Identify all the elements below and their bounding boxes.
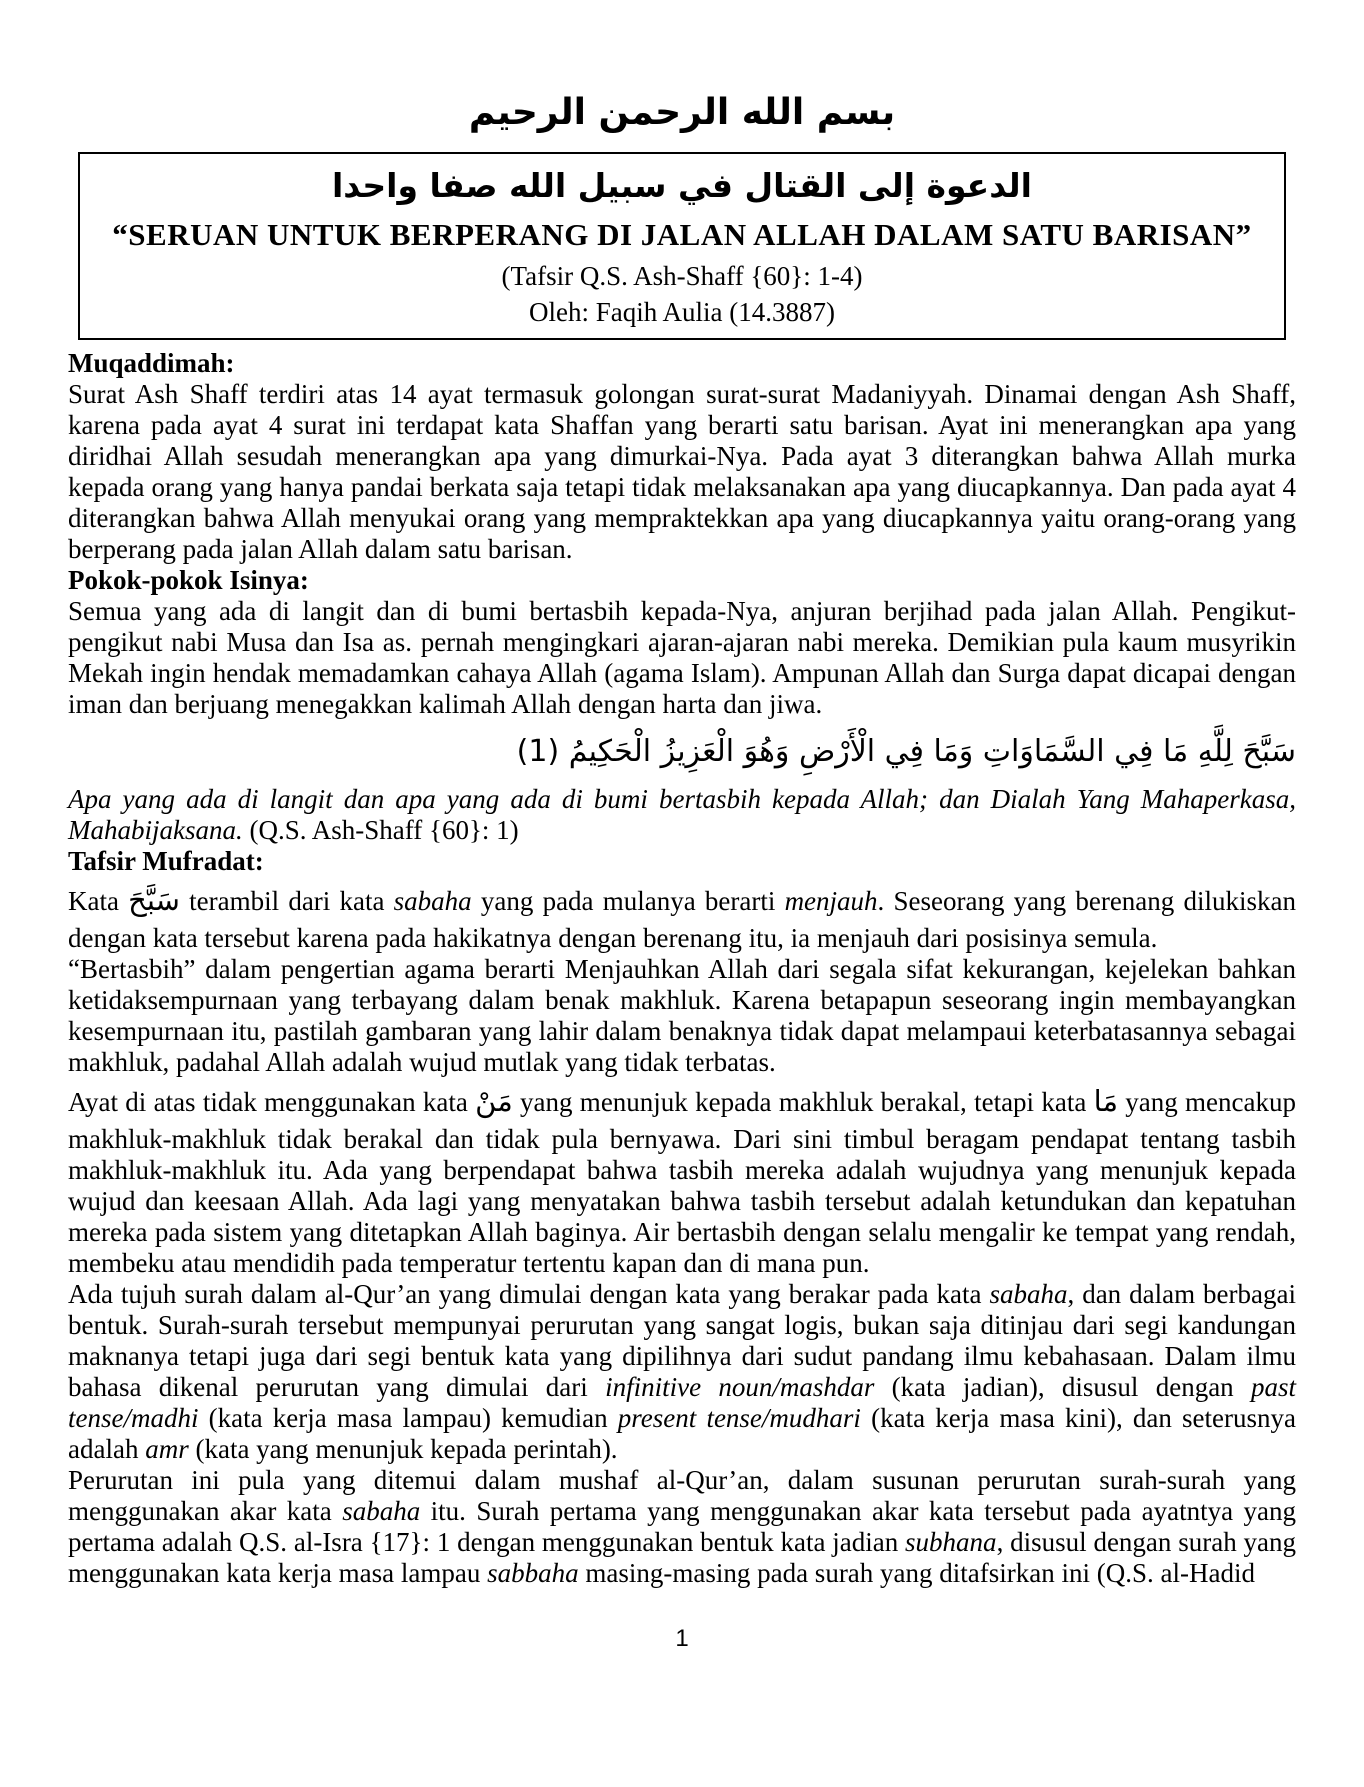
quran-verse-arabic: سَبَّحَ لِلَّهِ مَا فِي السَّمَاوَاتِ وَمَا فِي الْأَرْضِ وَهُوَ الْعَزِيزُ الْحَكِيمُ (1) [516,734,1296,769]
text-run: sabaha [393,886,472,916]
tafsir-paragraph-5 [68,1465,1296,1589]
heading-pokok-isinya: Pokok-pokok Isinya: [68,565,309,595]
inline-arabic-word: مَنْ [475,1084,513,1118]
text-run: Perurutan ini pula yang ditemui dalam mushaf al-Qur’an, dalam susunan perurutan surah-surah yang menggunakan akar kata [68,1465,1296,1526]
text-run: sabaha [342,1496,421,1526]
text-run: (kata jadian), disusul dengan [874,1372,1251,1402]
verse-translation [68,784,1296,846]
text-run: sabbaha [487,1558,579,1588]
text-run: past tense/madhi [68,1372,1296,1433]
text-run: . Seseorang yang berenang dilukiskan dengan kata tersebut karena pada hakikatnya dengan berenang itu, ia menjauh dari posisinya semula. [68,886,1296,953]
muqaddimah-paragraph: Surat Ash Shaff terdiri atas 14 ayat termasuk golongan surat-surat Madaniyyah. Dinamai dengan Ash Shaff, karena pada ayat 4 surat ini terdapat kata Shaffan yang berarti satu barisan. Ayat ini menerangkan apa yang diridhai Allah sesudah menerangkan apa yang dimurkai-Nya. Pada ayat 3 diterangkan bahwa Allah murka kepada orang yang hanya pandai berkata saja tetapi tidak melaksanakan apa yang diucapkannya. Dan pada ayat 4 diterangkan bahwa Allah menyukai orang yang mempraktekkan apa yang diucapkannya yaitu orang-orang yang berperang pada jalan Allah dalam satu barisan. [68,379,1296,564]
text-run: masing-masing pada surah yang ditafsirkan ini (Q.S. al-Hadid [578,1558,1255,1588]
heading-muqaddimah: Muqaddimah: [68,348,235,378]
text-run: (kata kerja masa lampau) kemudian [198,1403,618,1433]
text-run: infinitive noun/mashdar [605,1372,875,1402]
text-run: yang mencakup makhluk-makhluk tidak berakal dan tidak pula bernyawa. Dari sini timbul beragam pendapat tentang tasbih makhluk-makhluk itu. Ada yang berpendapat bahwa tasbih mereka adalah wujudnya yang menunjuk kepada wujud dan keesaan Allah. Ada lagi yang menyatakan bahwa tasbih tersebut adalah ketundukan dan kepatuhan mereka pada sistem yang ditetapkan Allah baginya. Air bertasbih dengan selalu mengalir ke tempat yang rendah, membeku atau mendidih pada temperatur tertentu kapan dan di mana pun. [68,1087,1296,1278]
text-run: itu. Surah pertama yang menggunakan akar kata tersebut pada ayatntya yang pertama adalah Q.S. al-Isra {17}: 1 dengan menggunakan bentuk kata jadian [68,1496,1296,1557]
bismillah-header: بسم الله الرحمن الرحيم [468,92,896,133]
pokok-isinya-paragraph: Semua yang ada di langit dan di bumi bertasbih kepada-Nya, anjuran berjihad pada jalan Allah. Pengikut-pengikut nabi Musa dan Isa as. pernah mengingkari ajaran-ajaran nabi mereka. Demikian pula kaum musyrikin Mekah ingin hendak memadamkan cahaya Allah (agama Islam). Ampunan Allah dan Surga dapat dicapai dengan iman dan berjuang menegakkan kalimah Allah dengan harta dan jiwa. [68,596,1296,719]
text-run: “Bertasbih” dalam pengertian agama berarti Menjauhkan Allah dari segala sifat kekurangan, kejelekan bahkan ketidaksempurnaan yang terbayang dalam benak makhluk. Karena betapapun seseorang ingin membayangkan kesempurnaan itu, pastilah gambaran yang lahir dalam benaknya tidak dapat melampaui keterbatasannya sebagai makhluk, padahal Allah adalah wujud mutlak yang tidak terbatas. [68,954,1296,1077]
text-run: yang pada mulanya berarti [471,886,785,916]
text-run: (kata kerja masa kini), dan seterusnya adalah [68,1403,1296,1464]
title-reference: (Tafsir Q.S. Ash-Shaff {60}: 1-4) [501,261,863,291]
text-run: terambil dari kata [179,886,394,916]
arabic-title: الدعوة إلى القتال في سبيل الله صفا واحدا [332,166,1032,205]
title-box [78,152,1286,340]
text-run: yang menunjuk kepada makhluk berakal, tetapi kata [512,1087,1094,1117]
text-run: amr [145,1434,189,1464]
tafsir-paragraph-1 [68,877,1296,954]
heading-tafsir-mufradat: Tafsir Mufradat: [68,846,264,876]
tafsir-paragraph-4 [68,1279,1296,1465]
text-run: (kata yang menunjuk kepada perintah). [188,1434,618,1464]
text-run: subhana [905,1527,997,1557]
author-line: Oleh: Faqih Aulia (14.3887) [529,297,835,327]
text-run: (Q.S. Ash-Shaff {60}: 1) [242,815,519,845]
tafsir-paragraph-3 [68,1078,1296,1279]
main-title: “SERUAN UNTUK BERPERANG DI JALAN ALLAH DALAM SATU BARISAN” [112,217,1252,252]
text-run: Apa yang ada di langit dan apa yang ada di bumi bertasbih kepada Allah; dan Dialah Yang Mahaperkasa, Mahabijaksana. [68,784,1296,845]
page-number: 1 [675,1625,689,1652]
text-run: sabaha [989,1279,1068,1309]
inline-arabic-word: سَبَّحَ [128,883,180,917]
inline-arabic-word: مَا [1093,1084,1118,1118]
text-run: , disusul dengan surah yang menggunakan kata kerja masa lampau [68,1527,1297,1588]
tafsir-paragraph-2 [68,954,1296,1078]
text-run: Ada tujuh surah dalam al-Qur’an yang dimulai dengan kata yang berakar pada kata [68,1279,990,1309]
text-run: Ayat di atas tidak menggunakan kata [68,1087,476,1117]
text-run: Kata [68,886,129,916]
text-run: menjauh [784,886,878,916]
text-run: , dan dalam berbagai bentuk. Surah-surah tersebut mempunyai perurutan yang sangat logis, bukan saja ditinjau dari segi kandungan maknanya tetapi juga dari segi bentuk kata yang dipilihnya dari sudut pandang ilmu kebahasaan. Dalam ilmu bahasa dikenal perurutan yang dimulai dari [68,1279,1296,1402]
text-run: present tense/mudhari [617,1403,861,1433]
